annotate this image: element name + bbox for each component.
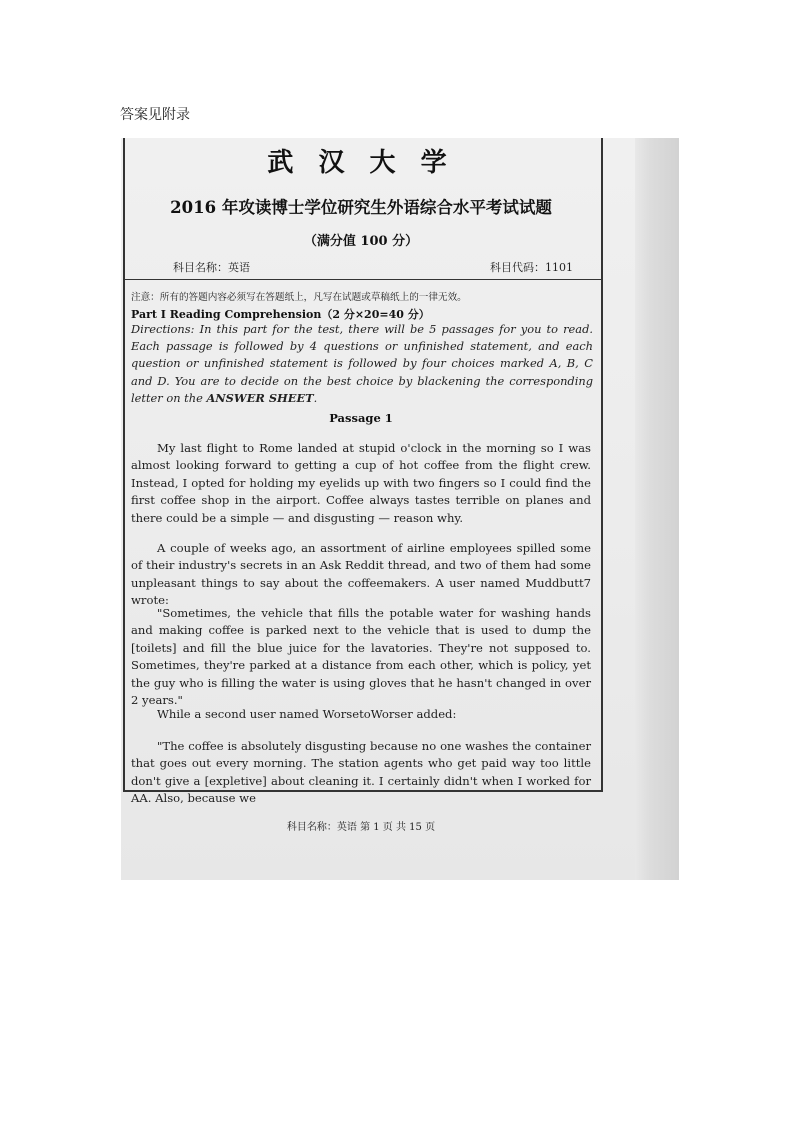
full-score: （满分值 100 分） bbox=[303, 234, 419, 249]
paragraph: "Sometimes, the vehicle that fills the potable water for washing hands and making coffee is parked next to the vehicle that is used to dump the [toilets] and fill the blue juice for the lavatories. They're not supposed to. Sometimes, they're parked at a distance from each other, which is policy, yet the guy who is filling the water is using gloves that he hasn't changed in over 2 years." bbox=[131, 606, 591, 708]
passage-title: Passage 1 bbox=[329, 411, 393, 425]
subject-row bbox=[173, 259, 573, 275]
directions-text: Directions: In this part for the test, there will be 5 passages for you to read. Each passage is followed by 4 questions or unfinished statement, and each question or unfinished statement is followed by four choices marked A, B, C and D. You are to decide on the best choice by blackening the corresponding letter on the bbox=[131, 322, 593, 405]
paragraph: While a second user named WorsetoWorser added: bbox=[157, 707, 457, 721]
scanned-exam-page bbox=[121, 138, 679, 880]
subject-name: 科目名称：英语 bbox=[173, 261, 250, 274]
subject-code: 科目代码：1101 bbox=[490, 261, 573, 274]
paragraph: A couple of weeks ago, an assortment of airline employees spilled some of their industry's secrets in an Ask Reddit thread, and two of them had some unpleasant things to say about the coffeemakers. A user named Muddbutt7 wrote: bbox=[131, 541, 591, 608]
page-edge-shadow bbox=[635, 138, 679, 880]
header-divider bbox=[123, 279, 601, 280]
directions bbox=[131, 321, 593, 407]
answer-notice: 注意：所有的答题内容必须写在答题纸上，凡写在试题或草稿纸上的一律无效。 bbox=[131, 292, 467, 303]
directions-emphasis: ANSWER SHEET bbox=[206, 390, 314, 405]
paragraph: "The coffee is absolutely disgusting because no one washes the container that goes out every morning. The station agents who get paid way too little don't give a [expletive] about cleaning it. I certainly didn't when I worked for AA. Also, because we bbox=[131, 739, 591, 806]
university-name: 武 汉 大 学 bbox=[267, 148, 455, 178]
page-footer: 科目名称：英语 第 1 页 共 15 页 bbox=[286, 822, 436, 833]
directions-end: . bbox=[313, 390, 318, 405]
part-heading: Part Ⅰ Reading Comprehension（2 分×20=40 分） bbox=[131, 308, 430, 321]
exam-title: 2016 年攻读博士学位研究生外语综合水平考试试题 bbox=[170, 198, 552, 217]
header-note: 答案见附录 bbox=[120, 107, 190, 123]
paragraph: My last flight to Rome landed at stupid o'clock in the morning so I was almost looking forward to getting a cup of hot coffee from the flight crew. Instead, I opted for holding my eyelids up with two fingers so I could find the first coffee shop in the airport. Coffee always tastes terrible on planes and there could be a simple — and disgusting — reason why. bbox=[131, 441, 591, 525]
